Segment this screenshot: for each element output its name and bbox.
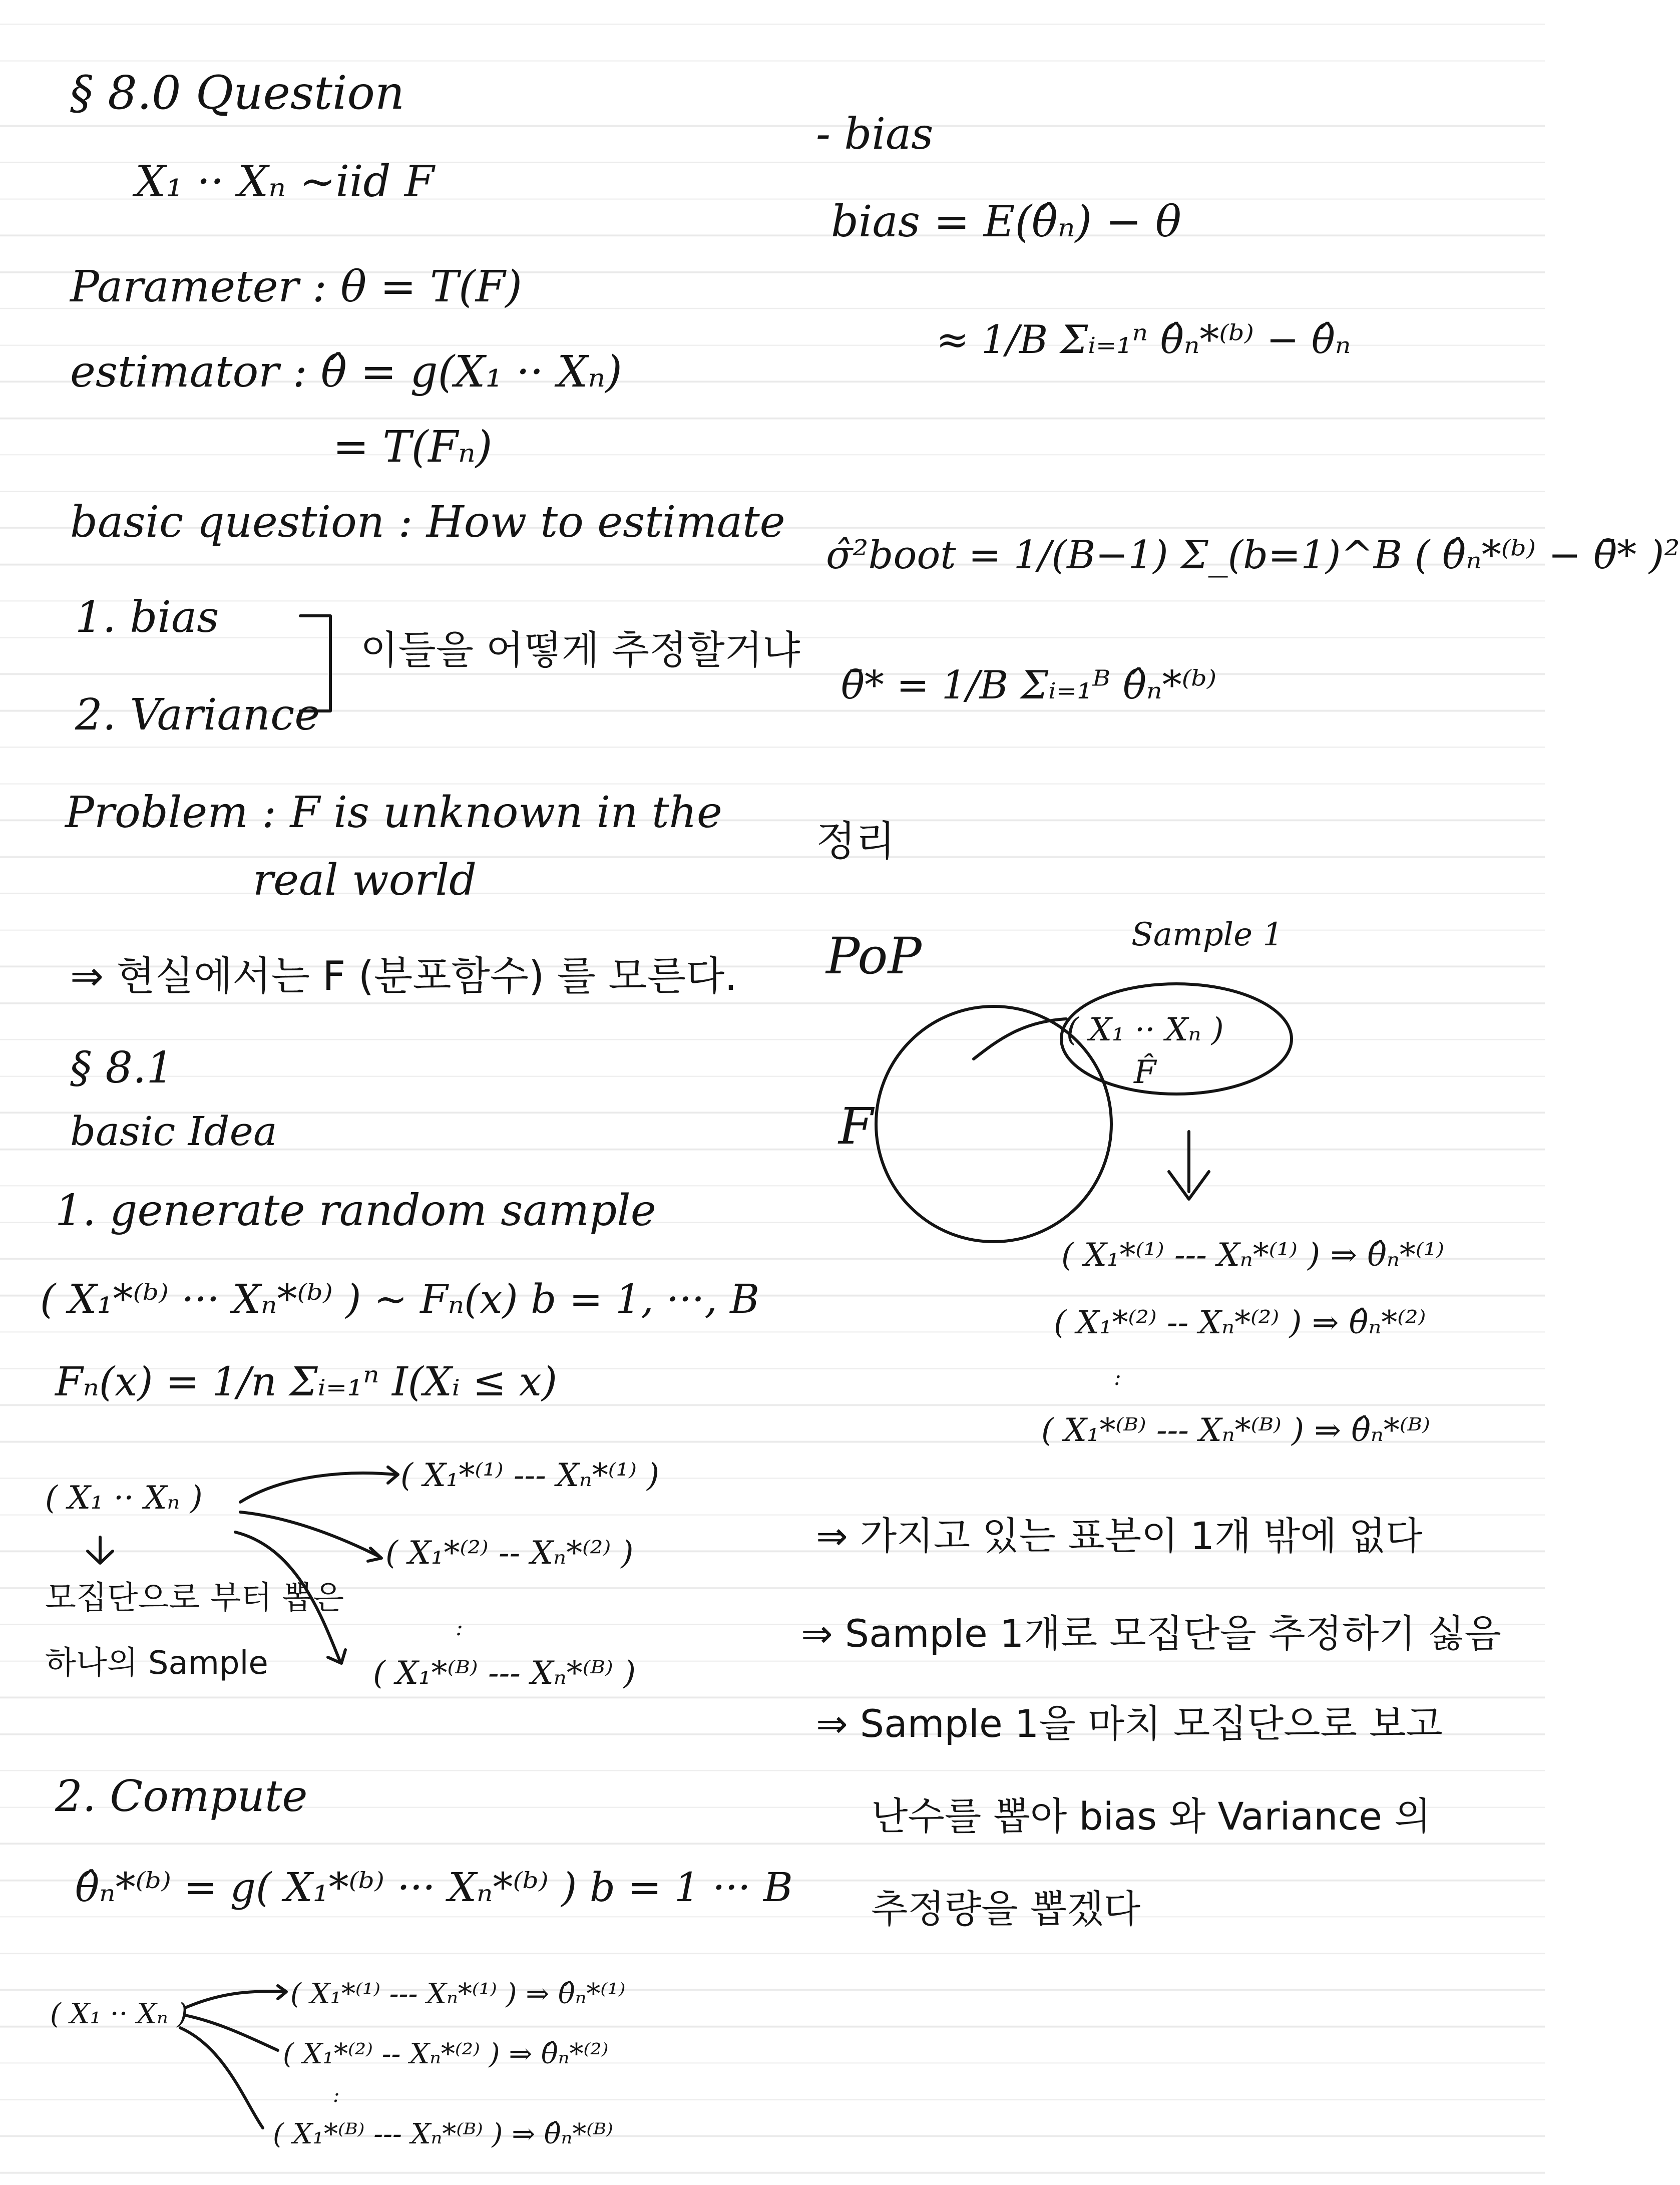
compute-row-b: ( X₁*⁽ᴮ⁾ --- Xₙ*⁽ᴮ⁾ ) ⇒ θ̂ₙ*⁽ᴮ⁾: [273, 2118, 613, 2150]
problem-line-2: real world: [253, 855, 477, 905]
compute-original-sample: ( X₁ ·· Xₙ ): [50, 1998, 188, 2030]
compute-row-1: ( X₁*⁽¹⁾ --- Xₙ*⁽¹⁾ ) ⇒ θ̂ₙ*⁽¹⁾: [290, 1978, 626, 2010]
problem-line-1: Problem : F is unknown in the: [65, 788, 722, 838]
summary-note-1: ⇒ 가지고 있는 표본이 1개 밖에 없다: [816, 1514, 1423, 1558]
item-variance: 2. Variance: [75, 690, 320, 740]
diagram-note-2: 하나의 Sample: [45, 1645, 268, 1682]
summary-note-2: ⇒ Sample 1개로 모집단을 추정하기 싫음: [801, 1611, 1501, 1656]
summary-down-arrowhead: [1169, 1172, 1209, 1199]
compute-arrowhead-1: [278, 1986, 286, 1999]
arrowhead-b: [328, 1650, 345, 1663]
arrowhead-1: [388, 1467, 398, 1483]
basic-idea: basic Idea: [70, 1108, 277, 1155]
resample-2: ( X₁*⁽²⁾ -- Xₙ*⁽²⁾ ): [385, 1535, 634, 1572]
arrow-to-resample-2: [240, 1512, 380, 1557]
resample-b: ( X₁*⁽ᴮ⁾ --- Xₙ*⁽ᴮ⁾ ): [373, 1655, 636, 1692]
step-1-heading: 1. generate random sample: [55, 1186, 656, 1236]
theta-bar-definition: θ̄* = 1/B Σᵢ₌₁ᴮ θ̂ₙ*⁽ᵇ⁾: [841, 663, 1217, 708]
compute-row-2: ( X₁*⁽²⁾ -- Xₙ*⁽²⁾ ) ⇒ θ̂ₙ*⁽²⁾: [283, 2038, 609, 2070]
summary-heading: 정리: [816, 818, 896, 865]
bias-heading: - bias: [816, 109, 934, 159]
summary-note-4: 난수를 뽑아 bias 와 Variance 의: [871, 1794, 1431, 1839]
basic-question: basic question : How to estimate: [70, 497, 785, 547]
reality-note: ⇒ 현실에서는 F (분포함수) 를 모른다.: [70, 953, 737, 999]
circle-f: F: [838, 1097, 874, 1156]
bias-definition: bias = E(θ̂ₙ) − θ: [831, 197, 1181, 247]
section-8-0-heading: § 8.0 Question: [70, 66, 405, 120]
parameter-line: Parameter : θ = T(F): [70, 262, 522, 312]
ellipse-to-circle-curve: [974, 1019, 1066, 1059]
arrowhead-2: [368, 1548, 381, 1561]
compute-arrow-1: [185, 1991, 285, 2008]
resample-dots: :: [456, 1615, 463, 1641]
estimator-line: estimator : θ̂ = g(X₁ ·· Xₙ): [70, 347, 622, 397]
down-arrow-head: [88, 1551, 113, 1563]
compute-arrow-b: [180, 2028, 263, 2128]
bracket-note: 이들을 어떻게 추정할거냐: [360, 628, 800, 673]
step-2-heading: 2. Compute: [55, 1771, 308, 1822]
item-bias: 1. bias: [75, 592, 219, 642]
compute-dots: :: [333, 2084, 340, 2107]
ecdf-definition: Fₙ(x) = 1/n Σᵢ₌₁ⁿ I(Xᵢ ≤ x): [55, 1358, 558, 1405]
summary-note-5: 추정량을 뽑겠다: [871, 1887, 1141, 1931]
summary-resample-b: ( X₁*⁽ᴮ⁾ --- Xₙ*⁽ᴮ⁾ ) ⇒ θ̂ₙ*⁽ᴮ⁾: [1041, 1412, 1430, 1449]
iid-statement: X₁ ·· Xₙ ~iid F: [135, 157, 435, 207]
arrow-to-resample-1: [240, 1473, 395, 1502]
bootstrap-variance: σ̂²boot = 1/(B−1) Σ_(b=1)^B ( θ̂ₙ*⁽ᵇ⁾ − θ̄* )²: [826, 533, 1680, 578]
sample-1-label: Sample 1: [1131, 916, 1284, 953]
original-sample: ( X₁ ·· Xₙ ): [45, 1480, 203, 1517]
summary-resample-2: ( X₁*⁽²⁾ -- Xₙ*⁽²⁾ ) ⇒ θ̂ₙ*⁽²⁾: [1054, 1304, 1426, 1341]
summary-resample-dots: :: [1114, 1365, 1121, 1390]
ellipse-fhat: F̂: [1134, 1054, 1156, 1091]
diagram-note-1: 모집단으로 부터 뽑은: [45, 1580, 344, 1617]
estimator-line-2: = T(Fₙ): [333, 422, 493, 472]
compute-arrow-2: [185, 2015, 278, 2050]
summary-resample-1: ( X₁*⁽¹⁾ --- Xₙ*⁽¹⁾ ) ⇒ θ̂ₙ*⁽¹⁾: [1061, 1237, 1444, 1274]
resample-definition: ( X₁*⁽ᵇ⁾ ··· Xₙ*⁽ᵇ⁾ ) ~ Fₙ(x) b = 1, ···, B: [40, 1276, 759, 1322]
population-label: PoP: [826, 927, 922, 985]
ellipse-sample: ( X₁ ·· Xₙ ): [1066, 1011, 1224, 1048]
bias-approximation: ≈ 1/B Σᵢ₌₁ⁿ θ̂ₙ*⁽ᵇ⁾ − θ̂ₙ: [936, 317, 1351, 362]
theta-b-definition: θ̂ₙ*⁽ᵇ⁾ = g( X₁*⁽ᵇ⁾ ··· Xₙ*⁽ᵇ⁾ ) b = 1 ··· B: [75, 1864, 793, 1911]
summary-note-3: ⇒ Sample 1을 마치 모집단으로 보고: [816, 1701, 1443, 1746]
section-8-1-heading: § 8.1: [70, 1043, 174, 1093]
resample-1: ( X₁*⁽¹⁾ --- Xₙ*⁽¹⁾ ): [400, 1457, 660, 1494]
